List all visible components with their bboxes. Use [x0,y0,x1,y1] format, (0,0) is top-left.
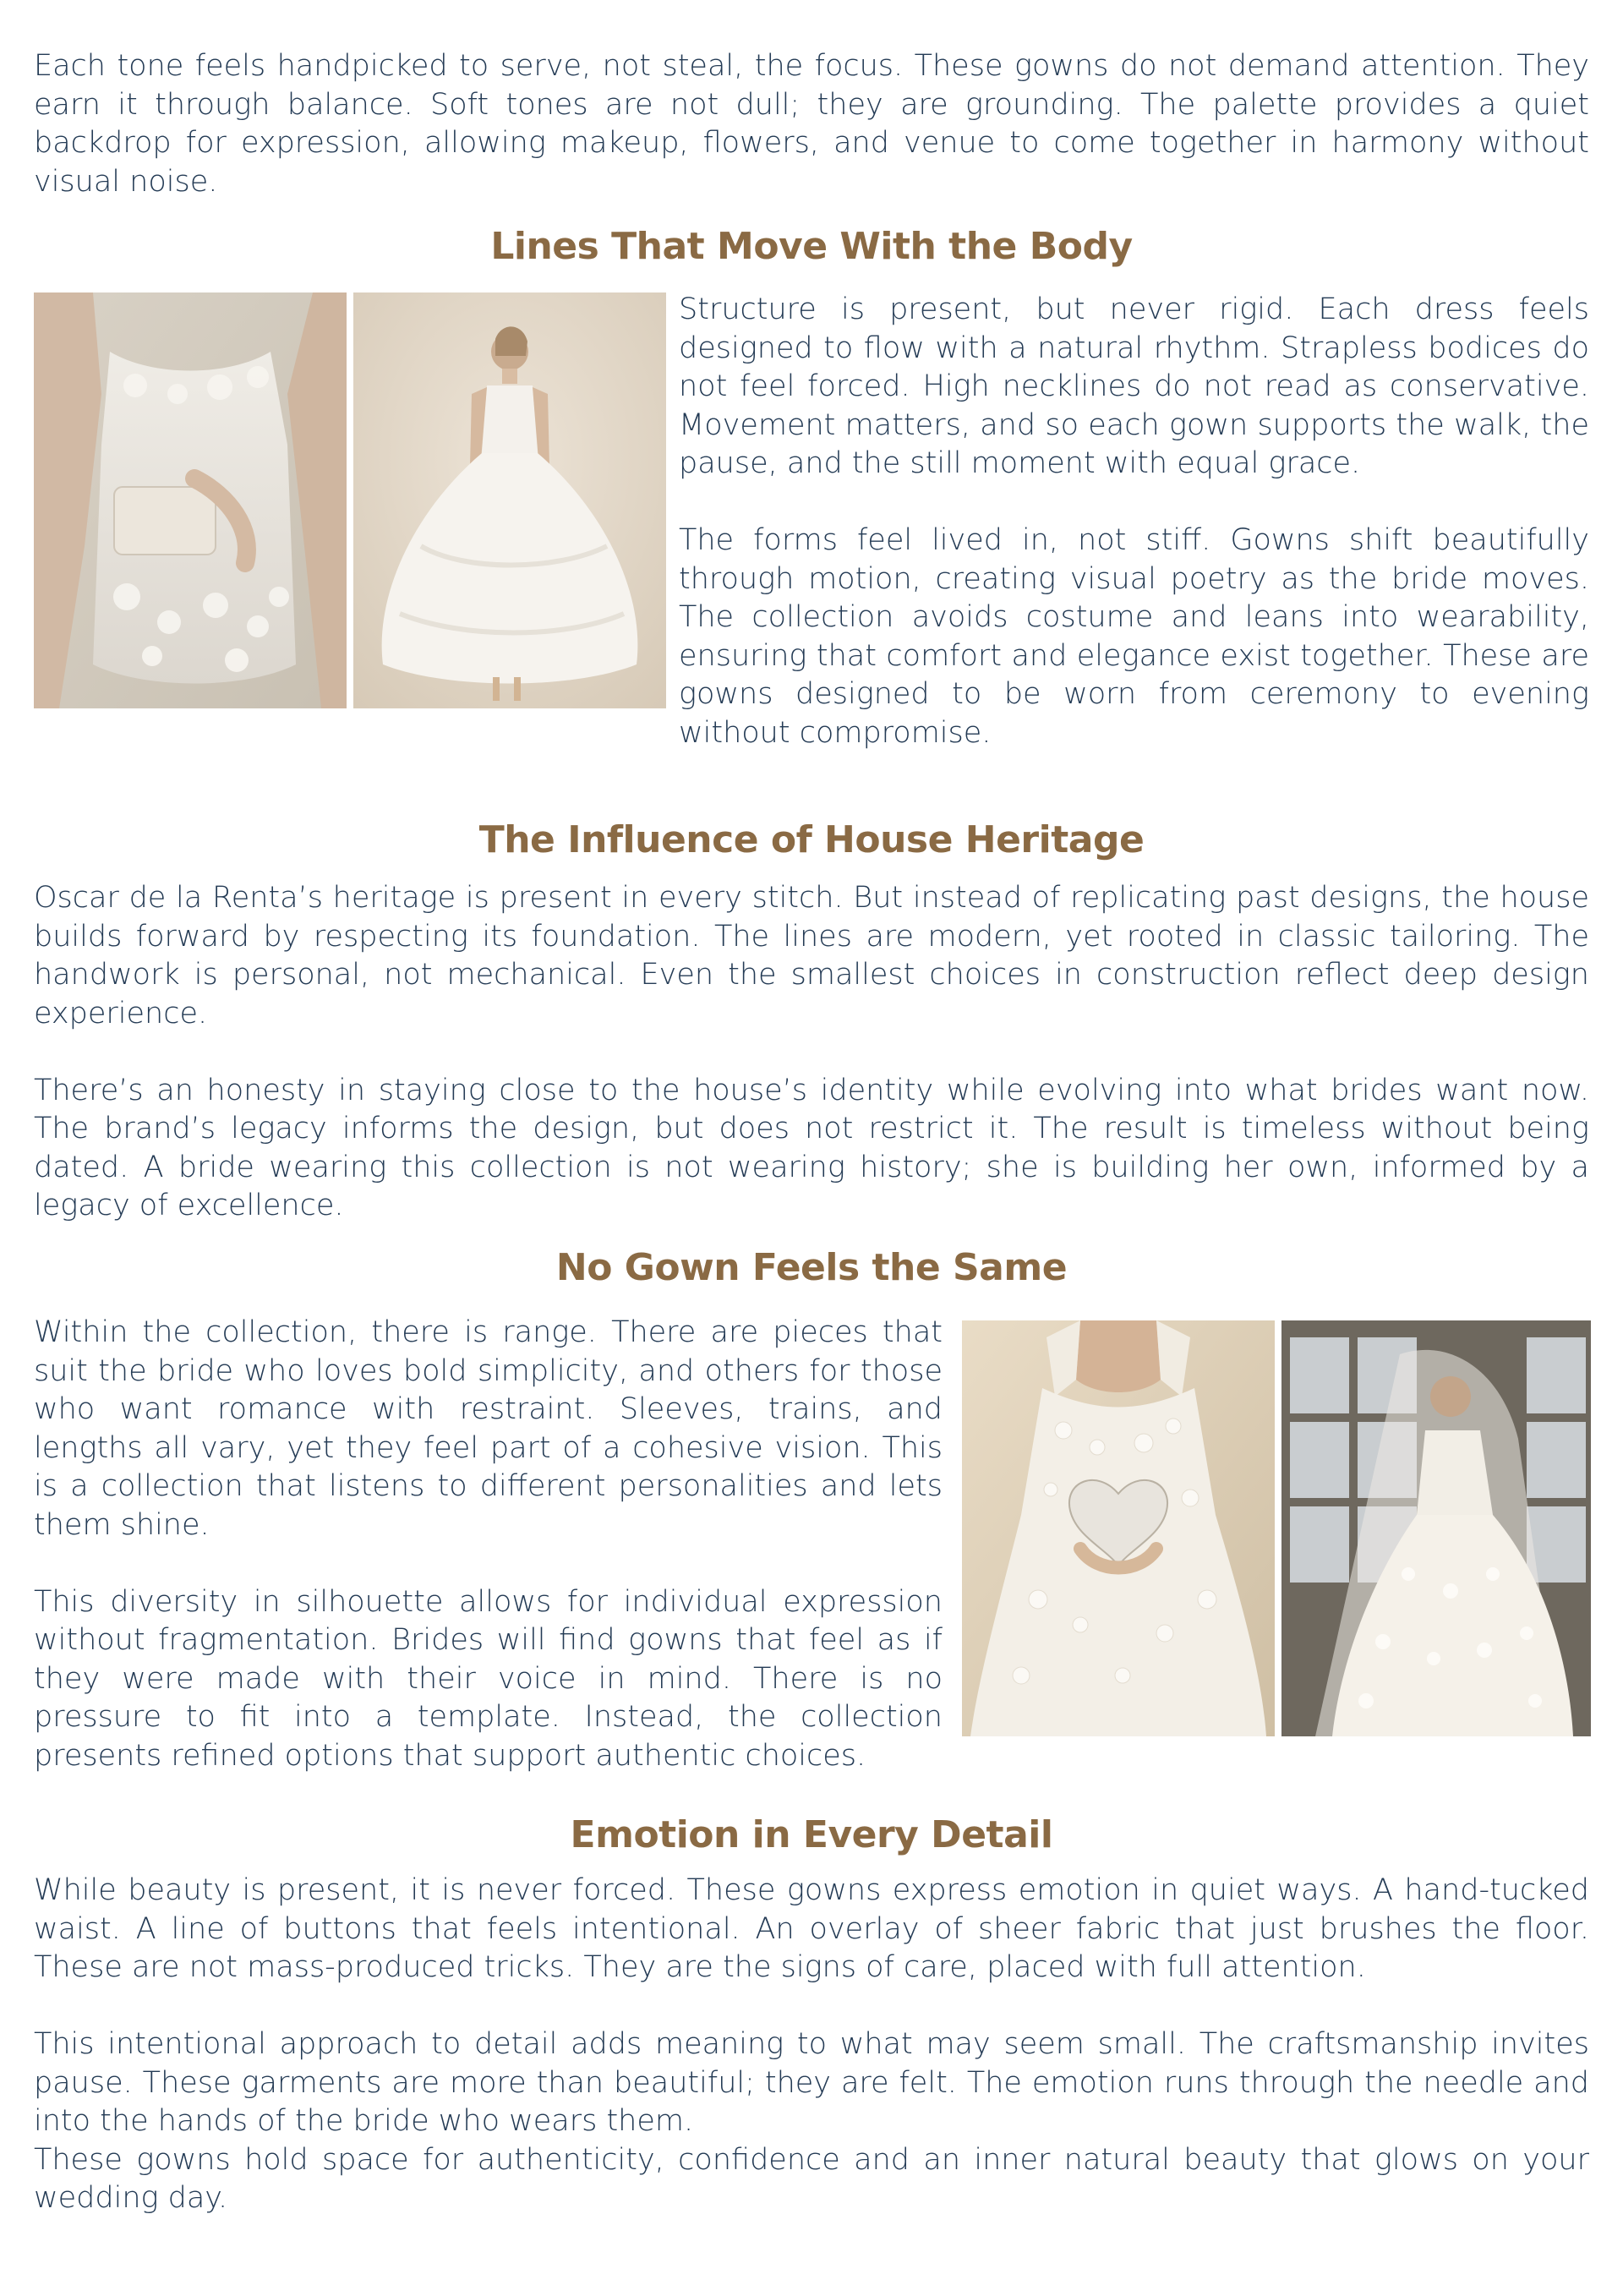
photo-tulle-ball-gown [353,292,666,708]
heritage-paragraph-2: There’s an honesty in staying close to the house’s identity while evolving into what brides want now. The brand’s legacy informs the design, but does not restrict it. The result is timeless without being dated. A bride wearing this collection is not wearing history; she is building her own, informed by a legacy of excellence. [34,1073,1589,1222]
photo-veil-gown-window [1281,1320,1591,1736]
lines-text-block [679,291,1589,752]
emotion-paragraph-3: These gowns hold space for authenticity, confidence and an inner natural beauty that glows on your wedding day. [34,2142,1589,2215]
intro-paragraph: Each tone feels handpicked to serve, not steal, the focus. These gowns do not demand attention. They earn it through balance. Soft tones are not dull; they are grounding. The palette provides a quiet backdrop for expression, allowing makeup, flowers, and venue to come together in harmony without visual noise. [34,49,1589,199]
lines-paragraph-2: The forms feel lived in, not stiff. Gowns shift beautifully through motion, creating visual poetry as the bride moves. The collection avoids costume and leans into wearability, ensuring that comfort and elegance exist together. These are gowns designed to be worn from ceremony to evening without compromise. [679,523,1589,750]
heritage-text-block [34,879,1589,1226]
section-heading-emotion: Emotion in Every Detail [570,1813,1053,1856]
gown-paragraph-2: This diversity in silhouette allows for individual expression without fragmentation. Brides will find gowns that feel as if they were made with their voice in mind. There is no pressure to fit into a template. Instead, the collection presents refined options that support authentic choices. [34,1584,943,1773]
heritage-paragraph-1: Oscar de la Renta’s heritage is present in every stitch. But instead of replicating past designs, the house builds forward by respecting its foundation. The lines are modern, yet rooted in classic tailoring. The handwork is personal, not mechanical. Even the smallest choices in construction reflect deep design experience. [34,881,1589,1030]
lines-paragraph-1: Structure is present, but never rigid. Each dress feels designed to flow with a natural rhythm. Strapless bodices do not feel forced. High necklines do not read as conservative. Movement matters, and so each gown supports the walk, the pause, and the still moment with equal grace. [679,292,1589,480]
emotion-paragraph-1: While beauty is present, it is never forced. These gowns express emotion in quiet ways. A hand-tucked waist. A line of buttons that feels intentional. An overlay of sheer fabric that just brushes the floor. These are not mass-produced tricks. They are the signs of care, placed with full attention. [34,1873,1589,1984]
photo-floral-gown-heart-bag [962,1320,1275,1736]
section-heading-heritage: The Influence of House Heritage [478,818,1145,861]
section-heading-lines: Lines That Move With the Body [490,225,1133,268]
photo-lace-mini-dress [34,292,347,708]
emotion-text-block [34,1872,1589,2218]
gown-paragraph-1: Within the collection, there is range. There are pieces that suit the bride who loves bold simplicity, and others for those who want romance with restraint. Sleeves, trains, and lengths all vary, yet they feel part of a cohesive vision. This is a collection that listens to different personalities and lets them shine. [34,1315,943,1542]
emotion-paragraph-2: This intentional approach to detail adds meaning to what may seem small. The craftsmanship invites pause. These garments are more than beautiful; they are felt. The emotion runs through the needle and into the hands of the bride who wears them. [34,2027,1589,2138]
section-heading-gown: No Gown Feels the Same [555,1246,1068,1289]
intro-block [34,47,1589,201]
gown-text-block [34,1314,943,1775]
